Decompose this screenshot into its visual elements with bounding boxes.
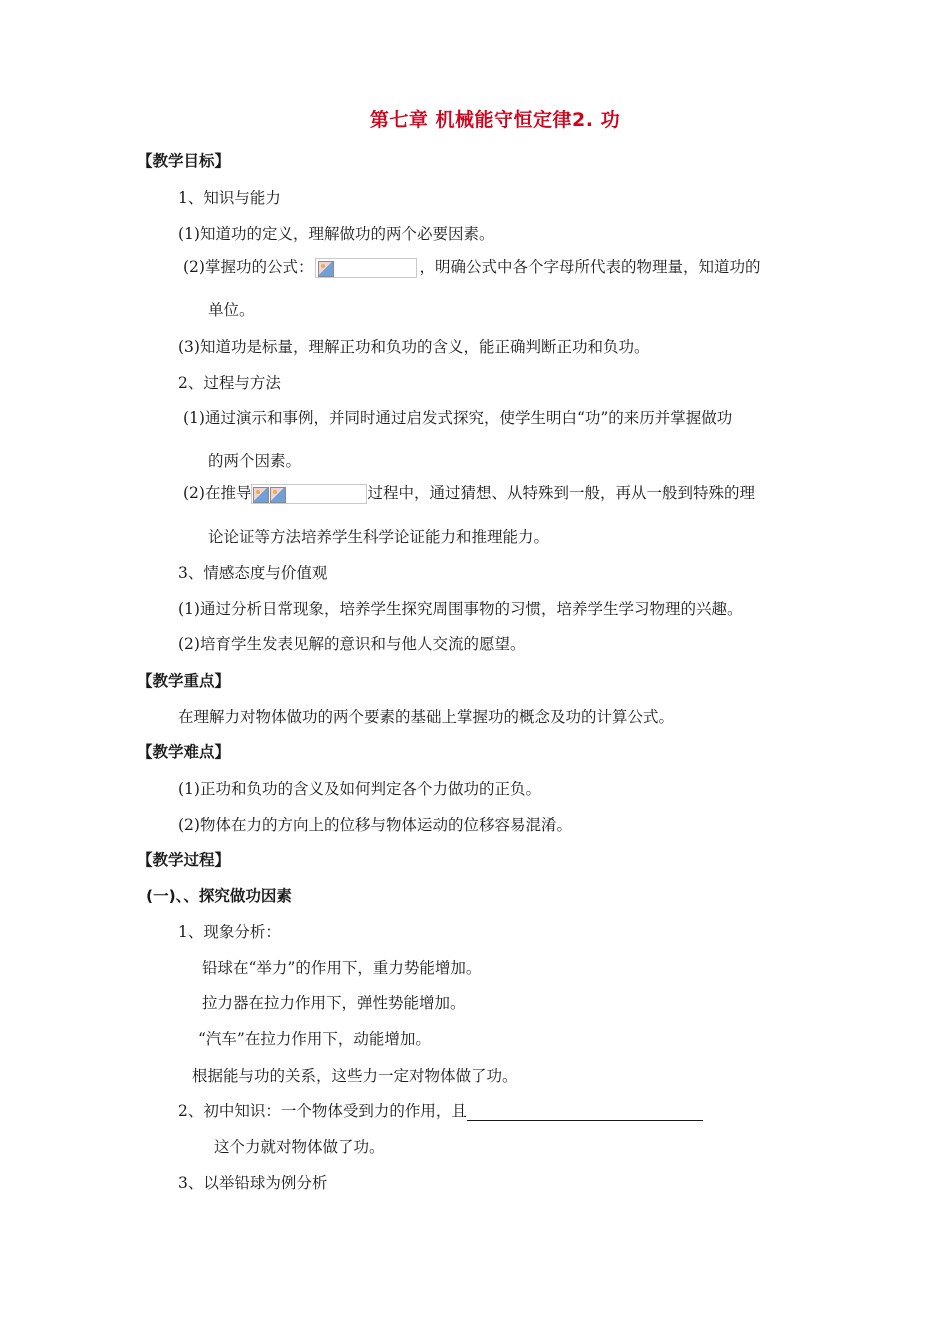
derivation-image xyxy=(251,484,367,504)
knowledge-2 xyxy=(183,257,760,278)
process-1-cont: 的两个因素。 xyxy=(208,452,302,470)
difficulties-heading: 【教学难点】 xyxy=(137,743,231,761)
process-heading: 【教学过程】 xyxy=(137,851,231,869)
step-1c: “汽车”在拉力作用下，动能增加。 xyxy=(198,1030,431,1048)
difficulty-1: (1)正功和负功的含义及如何判定各个力做功的正负。 xyxy=(178,780,541,798)
step-1: 1、现象分析： xyxy=(178,923,281,941)
step-2-cont: 这个力就对物体做了功。 xyxy=(214,1138,385,1156)
item-process: 2、过程与方法 xyxy=(178,374,281,392)
difficulty-2: (2)物体在力的方向上的位移与物体运动的位移容易混淆。 xyxy=(178,816,572,834)
fill-in-blank[interactable] xyxy=(467,1104,703,1121)
key-points-heading: 【教学重点】 xyxy=(137,672,231,690)
broken-image-icon xyxy=(253,487,269,503)
objectives-heading: 【教学目标】 xyxy=(137,152,231,170)
knowledge-2-before: (2)掌握功的公式： xyxy=(183,258,314,276)
emotion-2: (2)培育学生发表见解的意识和与他人交流的愿望。 xyxy=(178,635,526,653)
key-points-text: 在理解力对物体做功的两个要素的基础上掌握功的概念及功的计算公式。 xyxy=(178,708,675,726)
item-knowledge: 1、知识与能力 xyxy=(178,189,281,207)
knowledge-2-cont: 单位。 xyxy=(208,301,255,319)
knowledge-1: (1)知道功的定义，理解做功的两个必要因素。 xyxy=(178,225,495,243)
process-2 xyxy=(183,483,755,504)
page-title: 第七章 机械能守恒定律2. 功 xyxy=(369,109,621,131)
process-2-before: (2)在推导 xyxy=(183,484,252,502)
process-2-after: 过程中，通过猜想、从特殊到一般，再从一般到特殊的理 xyxy=(367,484,755,502)
step-2 xyxy=(178,1101,703,1121)
step-2-text: 2、初中知识：一个物体受到力的作用，且 xyxy=(178,1102,467,1120)
step-1b: 拉力器在拉力作用下，弹性势能增加。 xyxy=(202,994,466,1012)
broken-image-icon xyxy=(270,487,286,503)
process-1: (1)通过演示和事例，并同时通过启发式探究，使学生明白“功”的来历并掌握做功 xyxy=(183,409,733,427)
knowledge-2-after: ，明确公式中各个字母所代表的物理量，知道功的 xyxy=(419,258,761,276)
broken-image-icon xyxy=(318,261,334,277)
emotion-1: (1)通过分析日常现象，培养学生探究周围事物的习惯，培养学生学习物理的兴趣。 xyxy=(178,600,743,618)
process-2-cont: 论论证等方法培养学生科学论证能力和推理能力。 xyxy=(208,528,550,546)
step-3: 3、以举铅球为例分析 xyxy=(178,1174,328,1192)
part-1-heading: (一)、、探究做功因素 xyxy=(146,887,292,905)
step-1d: 根据能与功的关系，这些力一定对物体做了功。 xyxy=(192,1067,518,1085)
item-emotion: 3、情感态度与价值观 xyxy=(178,564,328,582)
step-1a: 铅球在“举力”的作用下，重力势能增加。 xyxy=(202,959,482,977)
knowledge-3: (3)知道功是标量，理解正功和负功的含义，能正确判断正功和负功。 xyxy=(178,338,650,356)
formula-image xyxy=(315,258,417,278)
